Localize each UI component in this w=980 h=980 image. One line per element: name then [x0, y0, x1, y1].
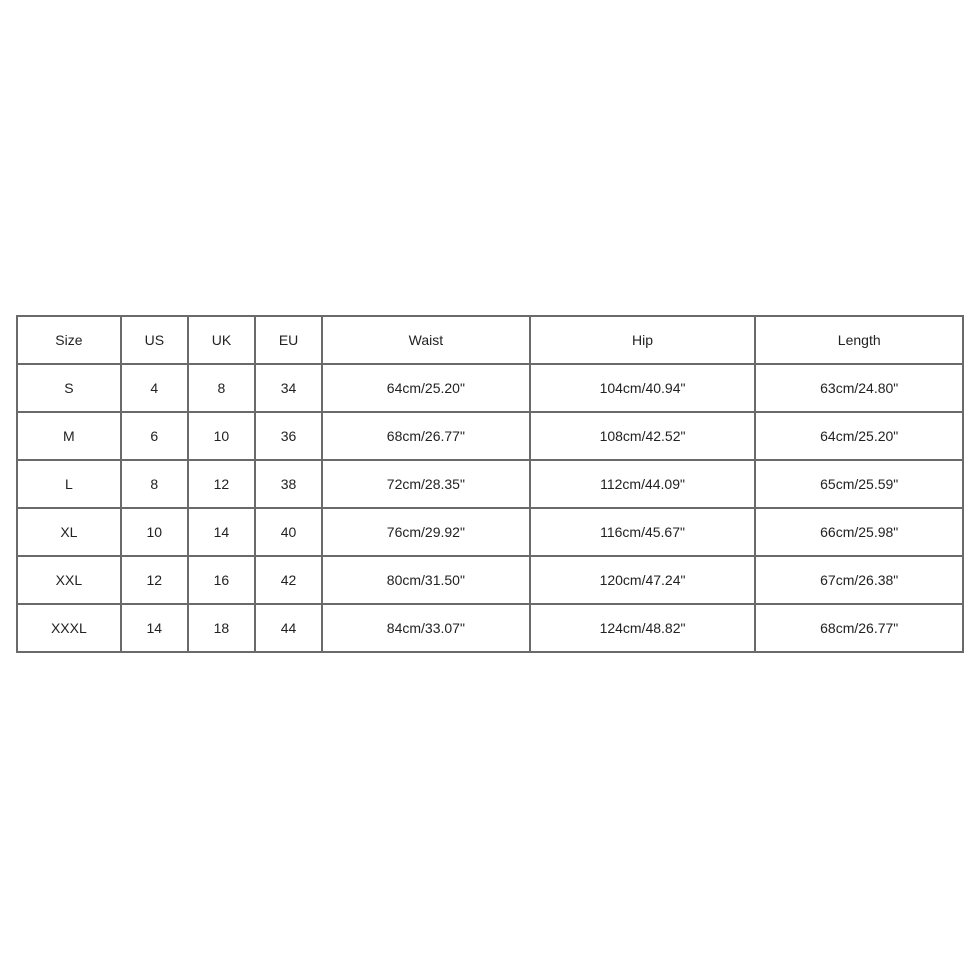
- header-size: Size: [17, 316, 121, 364]
- cell-us: 10: [121, 508, 188, 556]
- cell-us: 12: [121, 556, 188, 604]
- cell-length: 66cm/25.98": [755, 508, 963, 556]
- cell-length: 64cm/25.20": [755, 412, 963, 460]
- cell-uk: 14: [188, 508, 255, 556]
- cell-size: XL: [17, 508, 121, 556]
- cell-us: 8: [121, 460, 188, 508]
- cell-eu: 40: [255, 508, 322, 556]
- cell-length: 67cm/26.38": [755, 556, 963, 604]
- table-row: [17, 412, 963, 460]
- cell-size: S: [17, 364, 121, 412]
- cell-eu: 42: [255, 556, 322, 604]
- header-waist: Waist: [322, 316, 530, 364]
- table-row: [17, 364, 963, 412]
- cell-uk: 10: [188, 412, 255, 460]
- cell-waist: 72cm/28.35": [322, 460, 530, 508]
- header-eu: EU: [255, 316, 322, 364]
- cell-length: 65cm/25.59": [755, 460, 963, 508]
- size-chart-header: [17, 316, 963, 364]
- cell-uk: 12: [188, 460, 255, 508]
- cell-eu: 34: [255, 364, 322, 412]
- size-chart-body: [17, 364, 963, 652]
- cell-hip: 124cm/48.82": [530, 604, 756, 652]
- cell-hip: 104cm/40.94": [530, 364, 756, 412]
- header-length: Length: [755, 316, 963, 364]
- cell-uk: 18: [188, 604, 255, 652]
- table-row: [17, 460, 963, 508]
- cell-size: XXL: [17, 556, 121, 604]
- cell-waist: 80cm/31.50": [322, 556, 530, 604]
- cell-length: 68cm/26.77": [755, 604, 963, 652]
- cell-waist: 68cm/26.77": [322, 412, 530, 460]
- cell-size: L: [17, 460, 121, 508]
- cell-hip: 120cm/47.24": [530, 556, 756, 604]
- cell-eu: 38: [255, 460, 322, 508]
- cell-size: M: [17, 412, 121, 460]
- cell-uk: 8: [188, 364, 255, 412]
- cell-us: 4: [121, 364, 188, 412]
- cell-length: 63cm/24.80": [755, 364, 963, 412]
- header-row: [17, 316, 963, 364]
- cell-size: XXXL: [17, 604, 121, 652]
- table-row: [17, 604, 963, 652]
- cell-eu: 36: [255, 412, 322, 460]
- cell-uk: 16: [188, 556, 255, 604]
- cell-hip: 108cm/42.52": [530, 412, 756, 460]
- cell-us: 6: [121, 412, 188, 460]
- cell-hip: 116cm/45.67": [530, 508, 756, 556]
- cell-us: 14: [121, 604, 188, 652]
- size-chart-table: [16, 315, 964, 653]
- header-us: US: [121, 316, 188, 364]
- header-uk: UK: [188, 316, 255, 364]
- table-row: [17, 508, 963, 556]
- cell-eu: 44: [255, 604, 322, 652]
- cell-waist: 76cm/29.92": [322, 508, 530, 556]
- table-row: [17, 556, 963, 604]
- cell-hip: 112cm/44.09": [530, 460, 756, 508]
- header-hip: Hip: [530, 316, 756, 364]
- cell-waist: 84cm/33.07": [322, 604, 530, 652]
- cell-waist: 64cm/25.20": [322, 364, 530, 412]
